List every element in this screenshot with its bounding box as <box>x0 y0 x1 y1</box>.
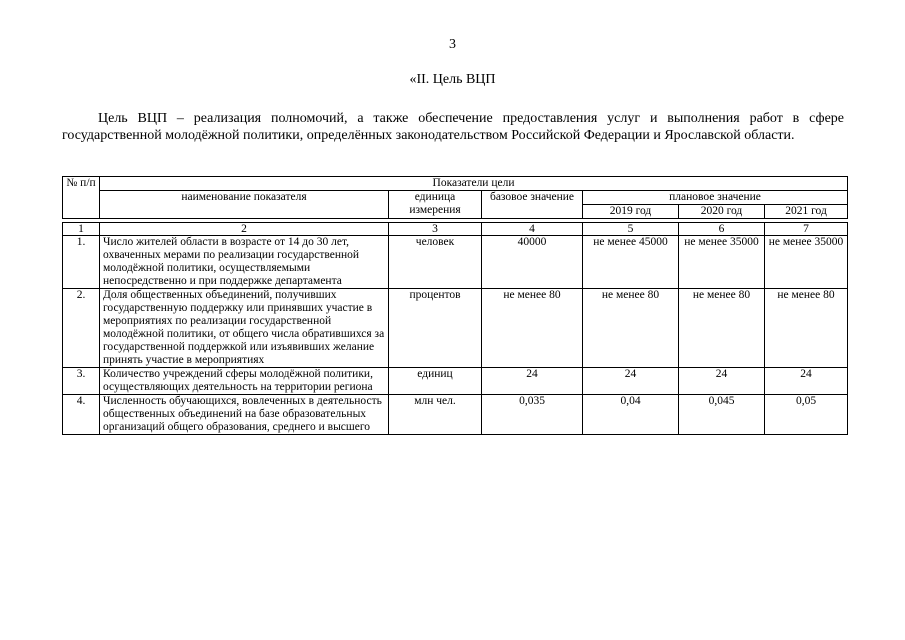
row-plan-2019: 0,04 <box>583 395 679 435</box>
header-num: № п/п <box>63 177 100 219</box>
header-row-1 <box>63 177 848 191</box>
table-row <box>63 395 848 435</box>
row-num: 4. <box>63 395 100 435</box>
column-numbers-row <box>63 223 848 236</box>
row-unit: млн чел. <box>389 395 482 435</box>
row-unit: процентов <box>389 289 482 368</box>
row-plan-2021: не менее 35000 <box>765 236 848 289</box>
table-row <box>63 289 848 368</box>
header-unit: единица измерения <box>389 191 482 219</box>
row-unit: единиц <box>389 368 482 395</box>
header-year-2020: 2020 год <box>679 205 765 219</box>
column-number: 7 <box>765 223 848 236</box>
row-plan-2021: 24 <box>765 368 848 395</box>
row-plan-2020: 0,045 <box>679 395 765 435</box>
row-plan-2020: 24 <box>679 368 765 395</box>
row-indicator-name: Количество учреждений сферы молодёжной политики, осуществляющих деятельность на территории региона <box>100 368 389 395</box>
row-indicator-name: Число жителей области в возрасте от 14 до 30 лет, охваченных мерами по реализации государственной молодёжной политики, осуществляемыми непосредственно и при поддержке департамента <box>100 236 389 289</box>
row-num: 2. <box>63 289 100 368</box>
row-indicator-name: Численность обучающихся, вовлеченных в деятельность общественных объединений на базе образовательных организаций общего образования, среднего и высшего <box>100 395 389 435</box>
intro-paragraph: Цель ВЦП – реализация полномочий, а также обеспечение предоставления услуг и выполнения работ в сфере государственной молодёжной политики, определённых законодательством Российской Федерации и Ярославской области. <box>62 111 844 143</box>
section-heading: «II. Цель ВЦП <box>409 72 496 87</box>
header-row-2 <box>63 191 848 205</box>
page-number: 3 <box>449 37 456 52</box>
column-number: 4 <box>482 223 583 236</box>
row-base-value: не менее 80 <box>482 289 583 368</box>
row-plan-2019: не менее 80 <box>583 289 679 368</box>
header-group: Показатели цели <box>100 177 848 191</box>
indicators-table <box>62 176 848 435</box>
row-unit: человек <box>389 236 482 289</box>
row-plan-2021: не менее 80 <box>765 289 848 368</box>
column-number: 5 <box>583 223 679 236</box>
row-plan-2020: не менее 35000 <box>679 236 765 289</box>
row-base-value: 40000 <box>482 236 583 289</box>
row-plan-2019: не менее 45000 <box>583 236 679 289</box>
row-plan-2021: 0,05 <box>765 395 848 435</box>
row-plan-2020: не менее 80 <box>679 289 765 368</box>
row-num: 1. <box>63 236 100 289</box>
row-plan-2019: 24 <box>583 368 679 395</box>
header-plan: плановое значение <box>583 191 848 205</box>
row-indicator-name: Доля общественных объединений, получивших государственную поддержку или принявших участие в мероприятиях по реализации государственной молодёжной политики, от общего числа обратившихся за государственной поддержкой или изъявивших желание принять участие в мероприятиях <box>100 289 389 368</box>
table-row <box>63 236 848 289</box>
row-num: 3. <box>63 368 100 395</box>
column-number: 6 <box>679 223 765 236</box>
row-base-value: 24 <box>482 368 583 395</box>
column-number: 3 <box>389 223 482 236</box>
column-number: 1 <box>63 223 100 236</box>
column-number: 2 <box>100 223 389 236</box>
header-year-2021: 2021 год <box>765 205 848 219</box>
header-name: наименование показателя <box>100 191 389 219</box>
row-base-value: 0,035 <box>482 395 583 435</box>
header-year-2019: 2019 год <box>583 205 679 219</box>
header-base: базовое значение <box>482 191 583 219</box>
table-row <box>63 368 848 395</box>
